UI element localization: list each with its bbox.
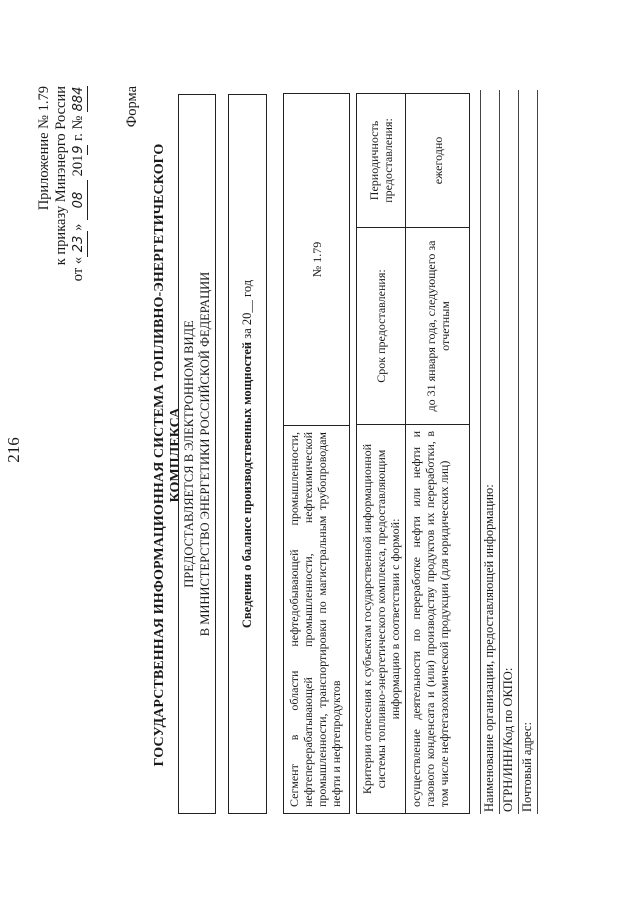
appendix-year-digit: 9	[71, 145, 86, 154]
appendix-month: 08	[70, 180, 88, 220]
org-name-field: Наименование организации, предоставляющей информацию:	[480, 90, 500, 814]
appendix-line-3	[70, 86, 88, 296]
appendix-order-number: 884	[71, 86, 86, 112]
submission-line-1: ПРЕДОСТАВЛЯЕТСЯ В ЭЛЕКТРОННОМ ВИДЕ	[182, 320, 196, 588]
main-title: ГОСУДАРСТВЕННАЯ ИНФОРМАЦИОННАЯ СИСТЕМА ТОПЛИВНО-ЭНЕРГЕТИЧЕСКОГО КОМПЛЕКСА	[152, 143, 183, 767]
appendix-date-mid: »	[70, 223, 86, 231]
form-label: Форма	[124, 86, 140, 128]
ogrn-field: ОГРН/ИНН/Код по ОКПО:	[500, 90, 519, 814]
criteria-table	[356, 93, 470, 814]
submission-box	[178, 94, 216, 814]
page-number: 216	[4, 437, 23, 463]
periodicity-header: Периодичность предоставления:	[357, 94, 406, 228]
appendix-block	[36, 86, 88, 296]
appendix-date-prefix: от «	[70, 256, 86, 282]
report-period: за 20__ год	[240, 279, 254, 342]
report-title-box	[228, 94, 267, 814]
appendix-day: 23	[70, 231, 88, 257]
deadline-header: Срок предоставления:	[357, 228, 406, 425]
report-title: Сведения о балансе производственных мощностей	[240, 341, 254, 629]
segment-table	[283, 93, 350, 814]
appendix-date-suffix: г. №	[70, 112, 86, 145]
appendix-line-2: к приказу Минэнерго России	[53, 86, 69, 266]
organization-info	[480, 90, 538, 814]
criteria-header: Критерии отнесения к субъектам государственной информационной системы топливно-энергетического комплекса, предоставляющим информацию в соответствии с формой:	[357, 425, 406, 814]
segment-description: Сегмент в области нефтедобывающей промышленности, нефтеперерабатывающей промышленности, нефтехимической промышленности, транспортировки по магистральным трубопроводам нефти и нефтепродуктов	[284, 426, 350, 814]
criteria-cell: осуществление деятельности по переработке нефти или нефти и газового конденсата и (или) производству продуктов их переработки, в том числе нефтегазохимической продукции (для юридических лиц)	[406, 425, 470, 814]
appendix-year-prefix: 201	[70, 154, 86, 177]
periodicity-cell: ежегодно	[406, 94, 470, 228]
form-number: № 1.79	[284, 94, 350, 426]
deadline-cell: до 31 января года, следующего за отчетным	[406, 228, 470, 425]
postal-address-field: Почтовый адрес:	[519, 90, 538, 814]
appendix-line-1: Приложение № 1.79	[36, 86, 52, 211]
submission-line-2: В МИНИСТЕРСТВО ЭНЕРГЕТИКИ РОССИЙСКОЙ ФЕДЕРАЦИИ	[198, 271, 212, 637]
